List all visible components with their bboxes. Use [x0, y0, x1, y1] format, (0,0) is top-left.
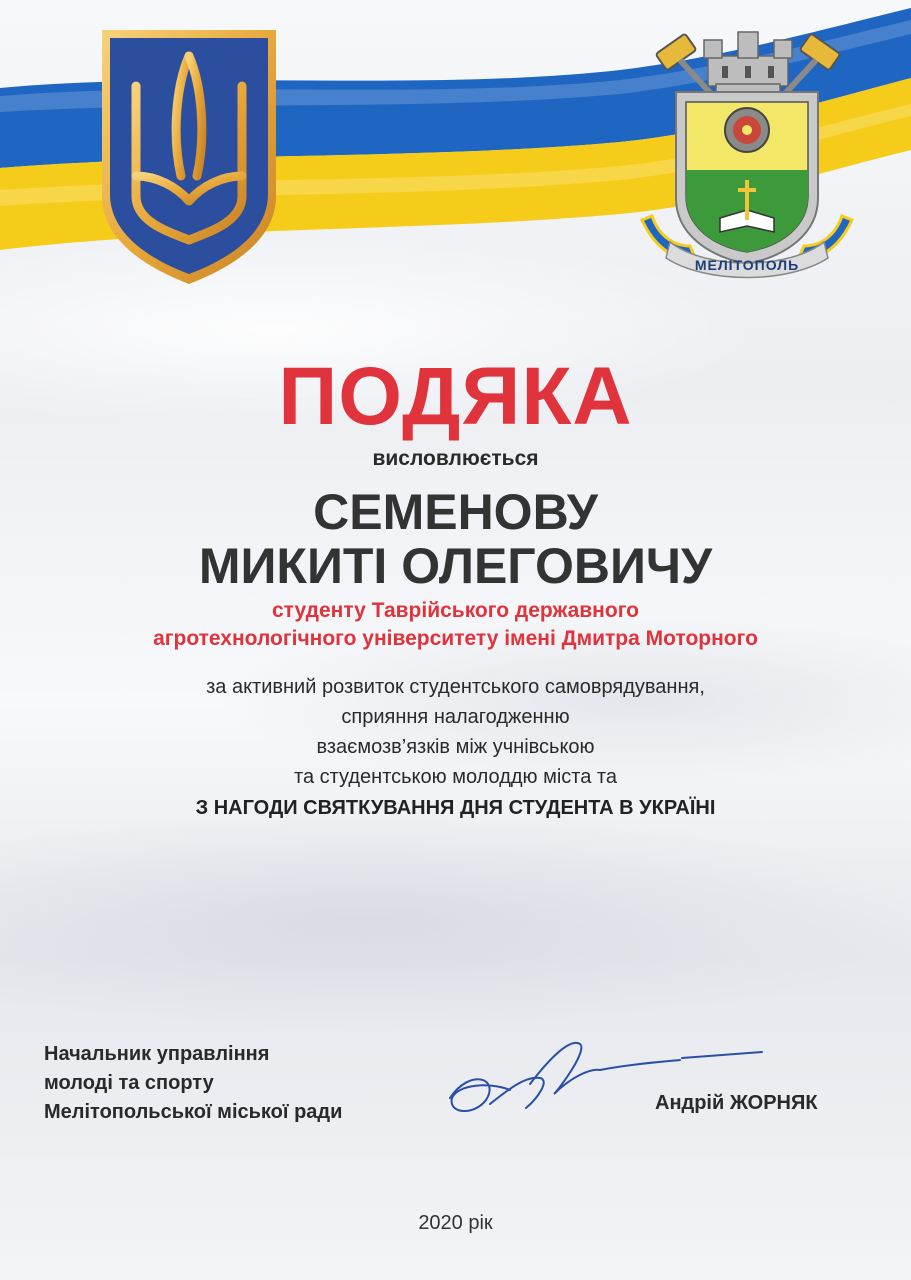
recipient-affiliation-line: агротехнологічного університету імені Дмитра Моторного — [153, 627, 758, 650]
reason-line: та студентською молоддю міста та — [294, 766, 617, 788]
signatory-position — [44, 1040, 342, 1127]
position-line: Мелітопольської міської ради — [44, 1101, 343, 1123]
expressed-label: висловлюється — [372, 447, 539, 470]
certificate-title: ПОДЯКА — [278, 351, 633, 442]
certificate-year: 2020 рік — [418, 1212, 493, 1234]
signer-name: Андрій ЖОРНЯК — [655, 1092, 818, 1114]
coat-city-label: МЕЛІТОПОЛЬ — [694, 257, 800, 273]
position-line: молоді та спорту — [44, 1072, 214, 1094]
occasion-line: З НАГОДИ СВЯТКУВАННЯ ДНЯ СТУДЕНТА В УКРАЇНІ — [195, 797, 716, 819]
melitopol-coat-of-arms-icon — [636, 20, 858, 280]
position-line: Начальник управління — [44, 1043, 270, 1065]
reason-line: взаємозв’язків між учнівською — [316, 736, 595, 758]
reason-line: за активний розвиток студентського самоврядування, — [206, 676, 705, 698]
recipient-given-names: МИКИТІ ОЛЕГОВИЧУ — [198, 538, 713, 594]
reason-line: сприяння налагодженню — [341, 706, 570, 728]
recipient-surname: СЕМЕНОВУ — [313, 484, 598, 540]
ukraine-trident-icon — [96, 26, 282, 288]
recipient-affiliation-line: студенту Таврійського державного — [271, 599, 639, 622]
